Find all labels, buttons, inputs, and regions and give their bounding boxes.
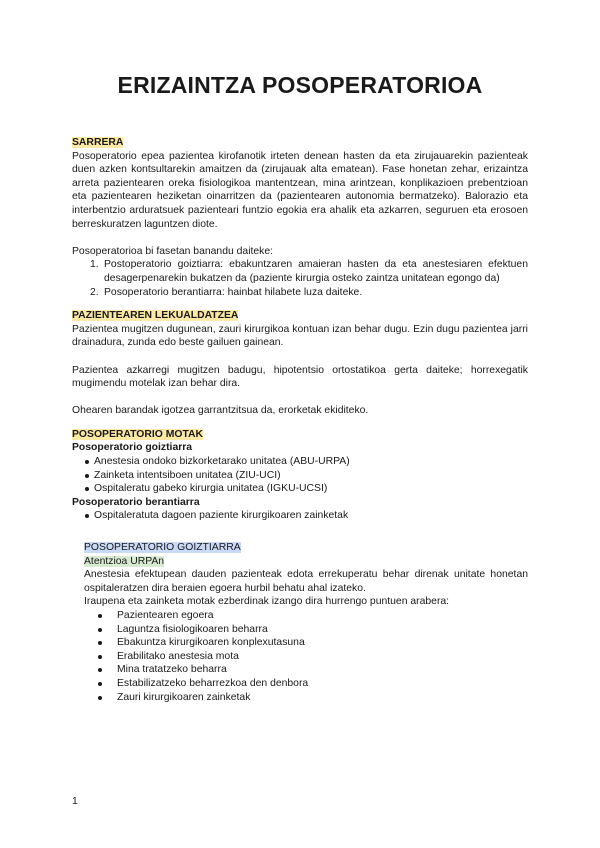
lekualdatzea-paragraph-2: Pazientea azkarregi mugitzen badugu, hipotentsio ortostatikoa gerta daiteke; horrexegatik mugimendu motelak izan behar dira. xyxy=(72,364,528,390)
list-item: Ebakuntza kirurgikoaren konplexutasuna xyxy=(72,636,528,650)
list-item: 1. Postoperatorio goiztiarra: ebakuntzaren amaieran hasten da eta anestesiaren efektuen desagerpenarekin bukatzen da (paziente kirurgia osteko zaintza unitatean egongo da) xyxy=(90,259,528,284)
list-item: Anestesia ondoko bizkorketarako unitatea (ABU-URPA) xyxy=(72,455,528,469)
subheading-urpa: Atentzioa URPAn xyxy=(84,555,165,567)
bullet-icon xyxy=(98,668,102,672)
phases-list xyxy=(72,258,528,299)
list-item: Pazientearen egoera xyxy=(72,609,528,623)
lekualdatzea-paragraph-1: Pazientea mugitzen dugunean, zauri kirurgikoa kontuan izan behar dugu. Ezin dugu pazientea jarri drainadura, zunda edo beste gailuen gainean. xyxy=(72,323,528,349)
berantiarra-list xyxy=(72,509,528,523)
bullet-icon xyxy=(98,655,102,659)
list-item: Zainketa intentsiboen unitatea (ZIU-UCI) xyxy=(72,469,528,483)
list-item: Mina tratatzeko beharra xyxy=(72,663,528,677)
section-heading-sarrera: SARRERA xyxy=(72,137,124,148)
list-item: Zauri kirurgikoaren zainketak xyxy=(72,691,528,705)
page-number: 1 xyxy=(72,796,78,807)
section-heading-motak: POSOPERATORIO MOTAK xyxy=(72,428,204,440)
phases-intro: Posoperatorioa bi fasetan banandu daiteke: xyxy=(72,245,274,257)
lekualdatzea-paragraph-3: Ohearen barandak igotzea garrantzitsua da, erorketak ekiditeko. xyxy=(72,405,369,417)
list-item: Ospitaleratu gabeko kirurgia unitatea (IGKU-UCSI) xyxy=(72,482,528,496)
list-item: Erabilitako anestesia mota xyxy=(72,650,528,664)
bullet-icon xyxy=(85,474,89,478)
goiztiarra-label: Posoperatorio goiztiarra xyxy=(72,442,193,454)
section-heading-goiztiarra: POSOPERATORIO GOIZTIARRA xyxy=(84,542,241,554)
goiztiarra-paragraph-2: Iraupena eta zainketa motak ezberdinak izango dira hurrengo puntuen arabera: xyxy=(84,596,450,608)
list-item: Estabilizatzeko beharrezkoa den denbora xyxy=(72,677,528,691)
bullet-icon xyxy=(85,514,89,518)
list-item: Laguntza fisiologikoaren beharra xyxy=(72,623,528,637)
document-body xyxy=(72,136,528,704)
sarrera-paragraph: Posoperatorio epea pazientea kirofanotik irteten denean hasten da eta zirujauarekin pazienteak duen azken kontsultarekin amaitzen da (zirujauak alta ematean). Fase honetan zehar, erizaintza arreta pazientearen oreka fisiologikoa mantentzean, mina arintzean, konplikazioen prebentzioan eta pazientearen heziketan oinarritzen da (pazientearen autonomia bermatzeko). Balorazio eta interbentzio arduratsuek pazienteari funtzio egokia era ahalik eta azkarren, seguruen eta erosoen berreskuratzen laguntzen diote. xyxy=(72,150,528,230)
section-heading-lekualdatzea: PAZIENTEAREN LEKUALDATZEA xyxy=(72,310,239,322)
bullet-icon xyxy=(98,628,102,632)
bullet-icon xyxy=(98,614,102,618)
berantiarra-label: Posoperatorio berantiarra xyxy=(72,496,200,508)
bullet-icon xyxy=(85,460,89,464)
goiztiarra-list xyxy=(72,455,528,496)
goiztiarra-paragraph-1: Anestesia efektupean dauden pazienteak edota errekuperatu behar direnak unitate honetan ospitaleratzen dira beraien egoera hurbil behatu ahal izateko. xyxy=(84,569,528,594)
list-item: Ospitaleratuta dagoen paziente kirurgikoaren zainketak xyxy=(72,509,528,523)
goiztiarra-section xyxy=(84,541,528,609)
bullet-icon xyxy=(98,696,102,700)
document-title: ERIZAINTZA POSOPERATORIOA xyxy=(117,72,483,98)
list-item: 2. Posoperatorio berantiarra: hainbat hilabete luza daiteke. xyxy=(90,286,363,298)
factors-list xyxy=(72,609,528,704)
bullet-icon xyxy=(85,487,89,491)
bullet-icon xyxy=(98,641,102,645)
bullet-icon xyxy=(98,682,102,686)
